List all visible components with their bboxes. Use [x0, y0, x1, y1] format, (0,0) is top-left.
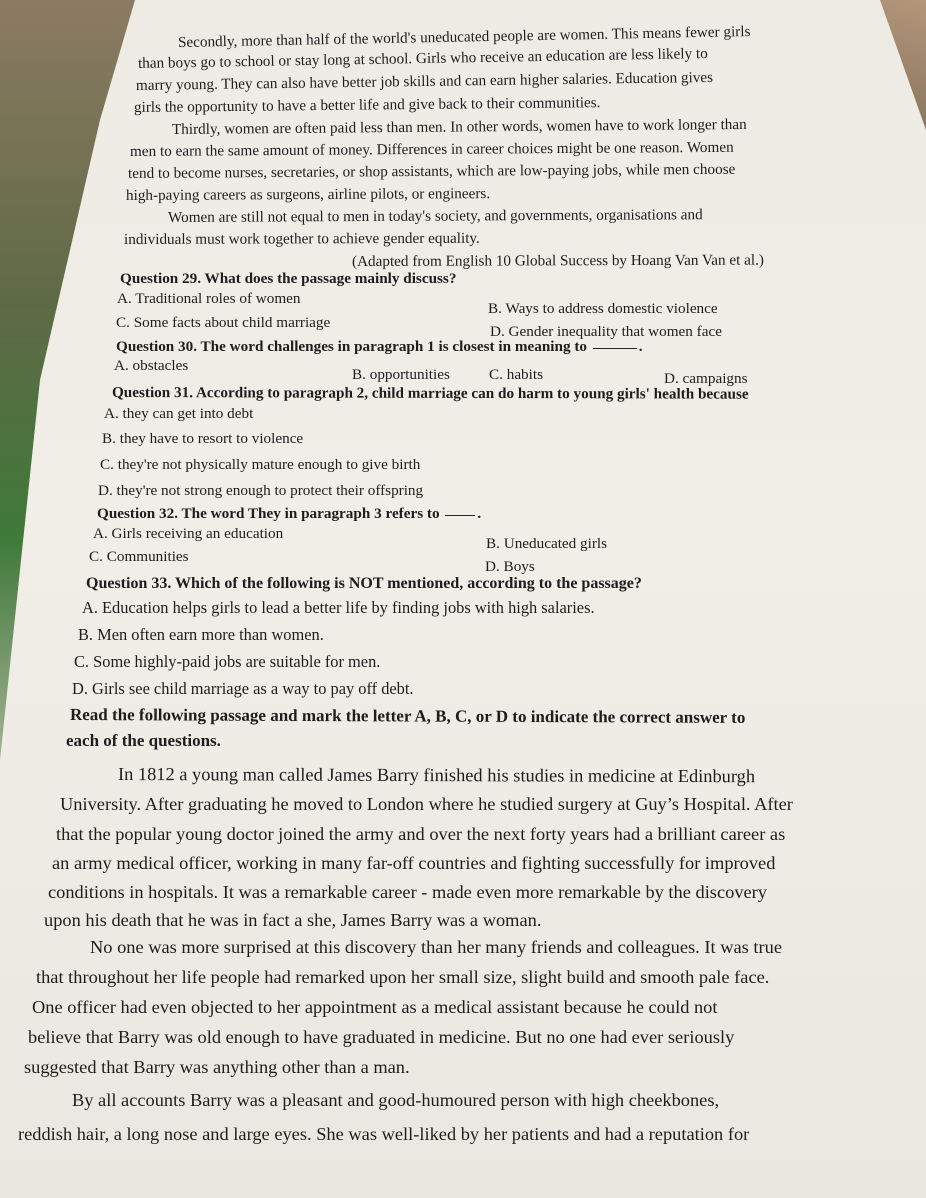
- p1-line-6: men to earn the same amount of money. Differences in career choices might be one reason. Women: [129, 138, 734, 160]
- q33-option-a[interactable]: A. Education helps girls to lead a better life by finding jobs with high salaries.: [82, 598, 595, 617]
- q33-option-d[interactable]: D. Girls see child marriage as a way to pay off debt.: [72, 679, 414, 698]
- p2-line-8: that throughout her life people had remarked upon her small size, slight build and smooth pale face.: [36, 967, 770, 987]
- p2-line-7: No one was more surprised at this discovery than her many friends and colleagues. It was true: [90, 937, 783, 957]
- p1-line-8: high-paying careers as surgeons, airline pilots, or engineers.: [125, 185, 491, 204]
- p1-line-9: Women are still not equal to men in today's society, and governments, organisations and: [167, 206, 703, 226]
- p2-line-6: upon his death that he was in fact a she, James Barry was a woman.: [44, 910, 542, 930]
- instruction-line-2: each of the questions.: [66, 731, 221, 750]
- p2-line-3: that the popular young doctor joined the army and over the next forty years had a brilliant career as: [56, 824, 786, 844]
- question-32-stem: [97, 505, 481, 523]
- q31-option-d[interactable]: D. they're not strong enough to protect their offspring: [98, 482, 424, 499]
- q30-answer-blank: [593, 347, 637, 349]
- p1-line-1: Secondly, more than half of the world's uneducated people are women. This means fewer girls: [177, 23, 751, 51]
- q31-option-c[interactable]: C. they're not physically mature enough to give birth: [100, 456, 421, 473]
- p2-line-12: By all accounts Barry was a pleasant and good-humoured person with high cheekbones,: [72, 1090, 720, 1110]
- p1-line-7: tend to become nurses, secretaries, or shop assistants, which are low-paying jobs, while men choose: [127, 160, 736, 182]
- q33-option-b[interactable]: B. Men often earn more than women.: [78, 625, 324, 644]
- instruction-line-1: Read the following passage and mark the letter A, B, C, or D to indicate the correct answer to: [69, 705, 746, 727]
- p1-line-5: Thirdly, women are often paid less than men. In other words, women have to work longer than: [171, 115, 747, 138]
- q30-option-b[interactable]: B. opportunities: [352, 366, 450, 383]
- q32-option-a[interactable]: A. Girls receiving an education: [93, 525, 284, 542]
- q32-option-b[interactable]: B. Uneducated girls: [486, 535, 608, 552]
- q30-stem-text: Question 30. The word challenges in paragraph 1 is closest in meaning to: [116, 338, 587, 355]
- question-33-stem: Question 33. Which of the following is NOT mentioned, according to the passage?: [86, 575, 642, 592]
- q31-option-b[interactable]: B. they have to resort to violence: [102, 430, 304, 447]
- q30-stem-end: .: [638, 338, 643, 355]
- q32-option-c[interactable]: C. Communities: [89, 548, 189, 565]
- p1-line-3: marry young. They can also have better job skills and can earn higher salaries. Education gives: [135, 68, 714, 94]
- q29-option-d[interactable]: D. Gender inequality that women face: [490, 323, 722, 340]
- q29-option-b[interactable]: B. Ways to address domestic violence: [488, 300, 718, 317]
- question-29-stem: Question 29. What does the passage mainly discuss?: [120, 270, 457, 287]
- p2-line-10: believe that Barry was old enough to have graduated in medicine. But no one had ever seriously: [28, 1027, 735, 1047]
- p2-line-4: an army medical officer, working in many far-off countries and fighting successfully for improved: [52, 853, 776, 873]
- p2-line-11: suggested that Barry was anything other than a man.: [24, 1057, 410, 1077]
- q29-option-a[interactable]: A. Traditional roles of women: [117, 290, 301, 307]
- p1-line-4: girls the opportunity to have a better life and give back to their communities.: [133, 94, 601, 116]
- question-30-stem: [116, 338, 643, 356]
- q30-option-d[interactable]: D. campaigns: [664, 370, 748, 387]
- p2-line-2: University. After graduating he moved to London where he studied surgery at Guy’s Hospital. After: [60, 794, 793, 814]
- q29-option-c[interactable]: C. Some facts about child marriage: [116, 314, 331, 331]
- q33-option-c[interactable]: C. Some highly-paid jobs are suitable for men.: [74, 652, 381, 671]
- p2-line-9: One officer had even objected to her appointment as a medical assistant because he could not: [32, 997, 718, 1017]
- q32-answer-blank: [445, 514, 475, 516]
- source-citation: (Adapted from English 10 Global Success by Hoang Van Van et al.): [351, 251, 764, 270]
- q32-option-d[interactable]: D. Boys: [485, 558, 535, 575]
- q30-option-a[interactable]: A. obstacles: [114, 357, 189, 374]
- q32-stem-text: Question 32. The word They in paragraph 3 refers to: [97, 505, 440, 522]
- q30-option-c[interactable]: C. habits: [489, 366, 544, 383]
- p1-line-10: individuals must work together to achieve gender equality.: [123, 229, 480, 248]
- p2-line-5: conditions in hospitals. It was a remarkable career - made even more remarkable by the discovery: [48, 882, 767, 902]
- q31-option-a[interactable]: A. they can get into debt: [104, 405, 254, 422]
- question-31-stem: Question 31. According to paragraph 2, child marriage can do harm to young girls' health because: [111, 384, 749, 403]
- q32-stem-end: .: [477, 505, 482, 522]
- p1-line-2: than boys go to school or stay long at school. Girls who receive an education are less likely to: [137, 45, 708, 72]
- p2-line-13: reddish hair, a long nose and large eyes. She was well-liked by her patients and had a reputation for: [18, 1124, 750, 1144]
- p2-line-1: In 1812 a young man called James Barry finished his studies in medicine at Edinburgh: [117, 764, 756, 787]
